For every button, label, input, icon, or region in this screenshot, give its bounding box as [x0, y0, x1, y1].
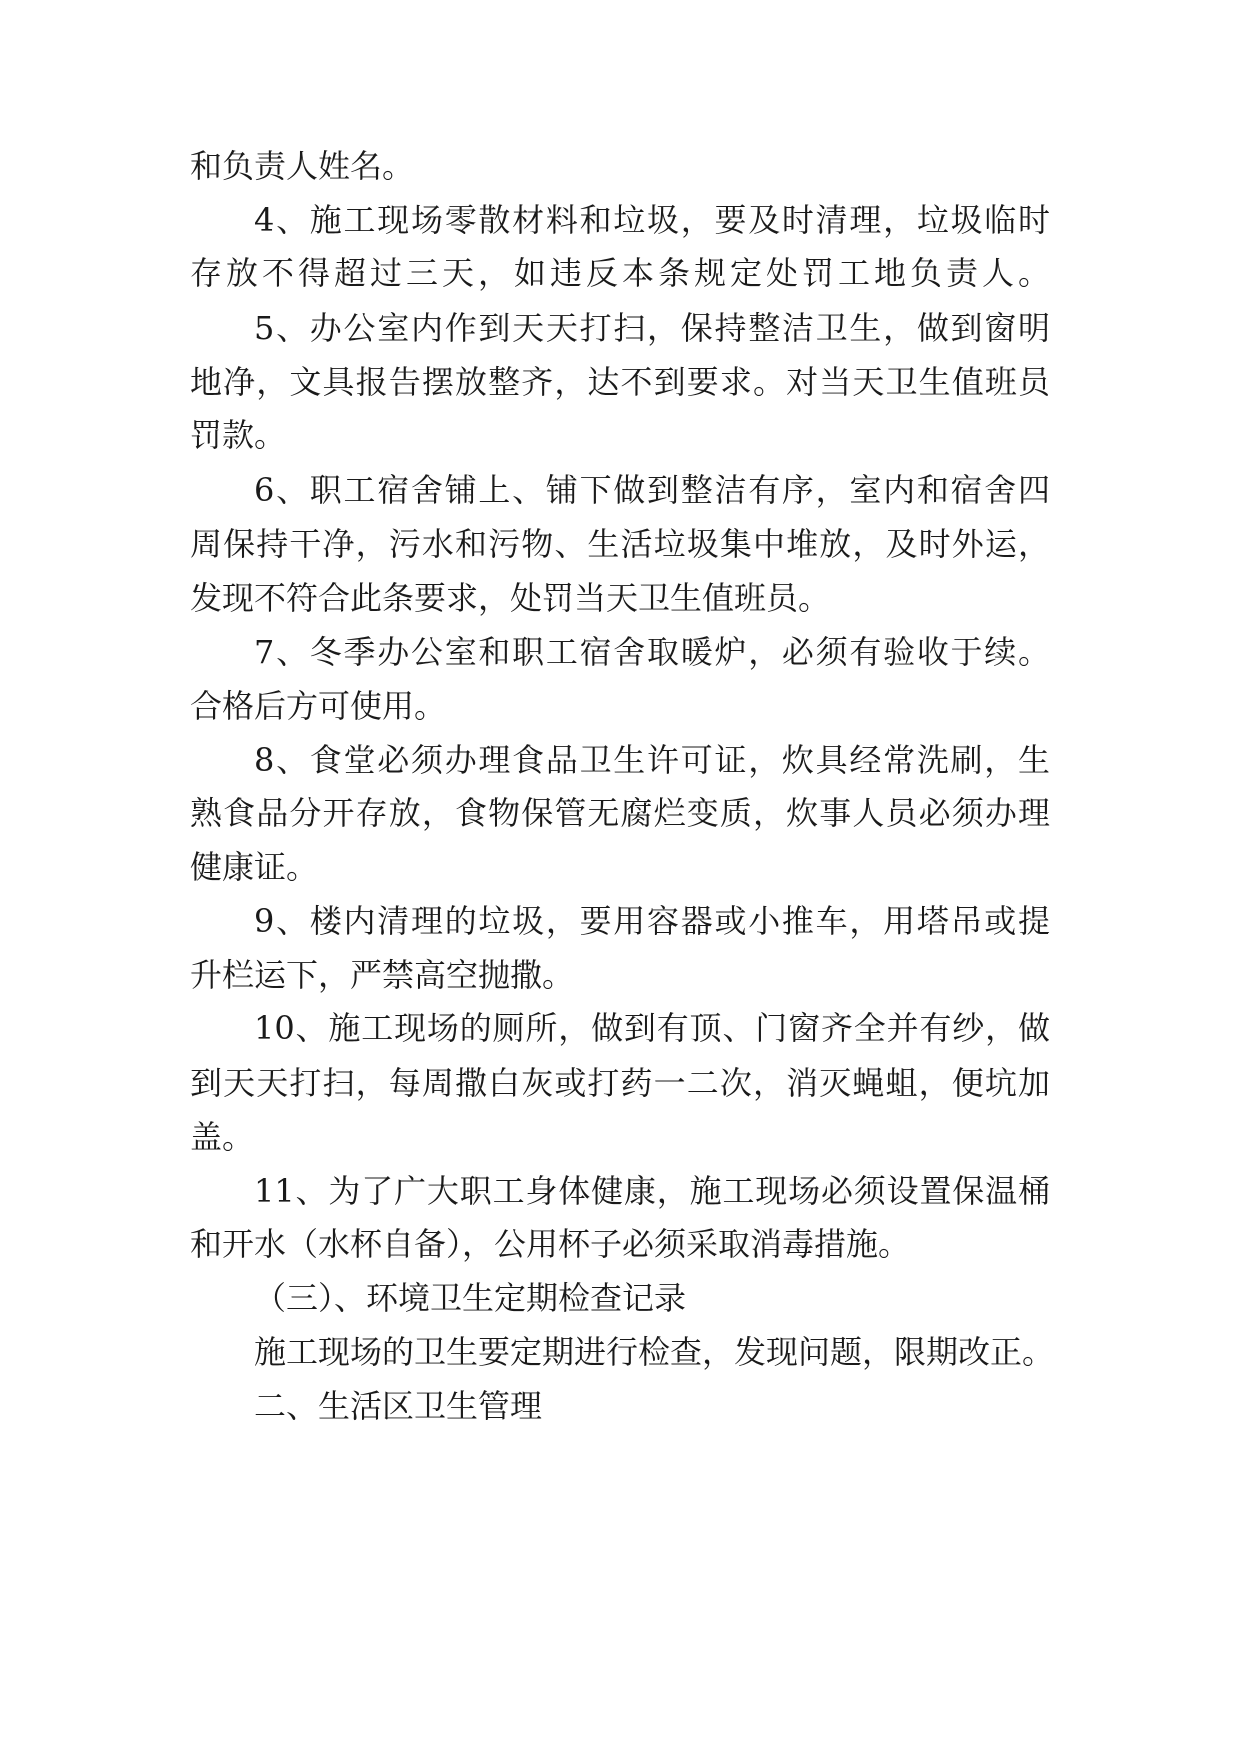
paragraph-7-line-1: 7、冬季办公室和职工宿舍取暖炉，必须有验收于续。 [254, 633, 1050, 671]
paragraph-5-line-3: 罚款。 [190, 416, 287, 454]
paragraph-9-line-2: 升栏运下，严禁高空抛撒。 [190, 956, 575, 994]
paragraph-4-line-1: 4、施工现场零散材料和垃圾，要及时清理，垃圾临时 [254, 201, 1050, 239]
paragraph-9-line-1: 9、楼内清理的垃圾，要用容器或小推车，用塔吊或提 [254, 902, 1050, 940]
section-heading-inspection-record: （三）、环境卫生定期检查记录 [254, 1279, 687, 1317]
inspection-paragraph: 施工现场的卫生要定期进行检查，发现问题，限期改正。 [254, 1333, 1055, 1371]
paragraph-8-line-1: 8、食堂必须办理食品卫生许可证，炊具经常洗刷，生 [254, 741, 1050, 779]
paragraph-11-line-1: 11、为了广大职工身体健康，施工现场必须设置保温桶 [254, 1172, 1050, 1210]
paragraph-6-line-2: 周保持干净，污水和污物、生活垃圾集中堆放，及时外运， [190, 525, 1050, 563]
paragraph-5-line-2: 地净，文具报告摆放整齐，达不到要求。对当天卫生值班员 [190, 363, 1050, 401]
paragraph-5-line-1: 5、办公室内作到天天打扫，保持整洁卫生，做到窗明 [254, 309, 1050, 347]
paragraph-11-line-2: 和开水（水杯自备），公用杯子必须采取消毒措施。 [190, 1225, 911, 1263]
paragraph-8-line-2: 熟食品分开存放，食物保管无腐烂变质，炊事人员必须办理 [190, 794, 1050, 832]
paragraph-8-line-3: 健康证。 [190, 848, 319, 886]
paragraph-6-line-3: 发现不符合此条要求，处罚当天卫生值班员。 [190, 579, 831, 617]
paragraph-10-line-1: 10、施工现场的厕所，做到有顶、门窗齐全并有纱，做 [254, 1009, 1050, 1047]
paragraph-10-line-3: 盖。 [190, 1118, 255, 1156]
paragraph-4-line-2: 存放不得超过三天，如违反本条规定处罚工地负责人。 [190, 254, 1050, 292]
paragraph-7-line-2: 合格后方可使用。 [190, 687, 447, 725]
text-line: 和负责人姓名。 [190, 147, 415, 185]
paragraph-6-line-1: 6、职工宿舍铺上、铺下做到整洁有序，室内和宿舍四 [254, 471, 1050, 509]
section-heading-living-area: 二、生活区卫生管理 [254, 1387, 543, 1425]
paragraph-10-line-2: 到天天打扫，每周撒白灰或打药一二次，消灭蝇蛆，便坑加 [190, 1064, 1050, 1102]
